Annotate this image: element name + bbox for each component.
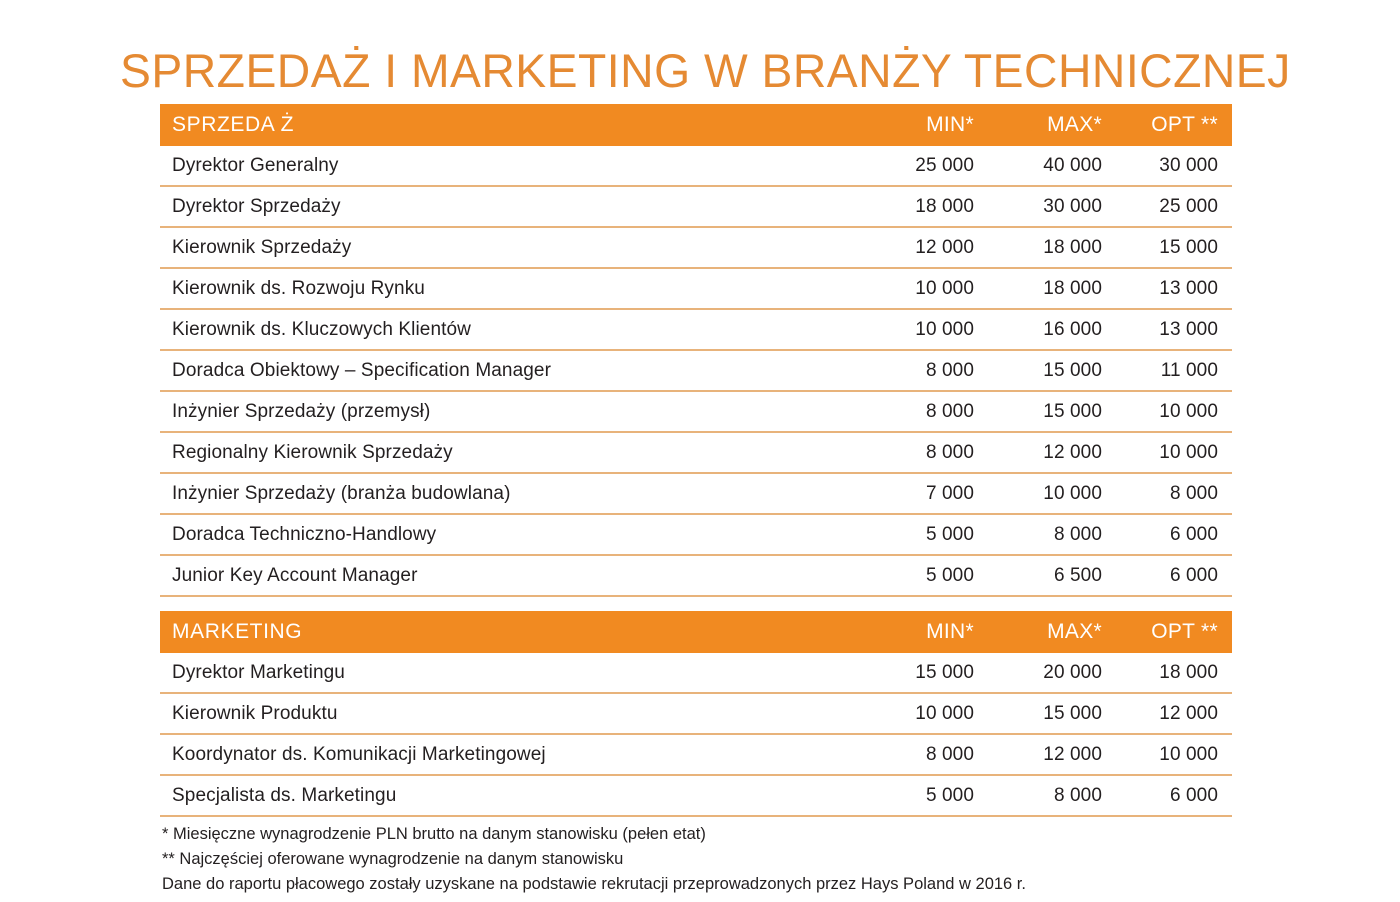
table-row (160, 350, 1232, 391)
marketing-table-head (160, 611, 1232, 653)
opt-value: 10 000 (1116, 432, 1232, 473)
role-label: Doradca Obiektowy – Specification Manager (160, 350, 860, 391)
min-value: 5 000 (860, 775, 988, 816)
role-label: Kierownik Sprzedaży (160, 227, 860, 268)
opt-value: 25 000 (1116, 186, 1232, 227)
role-label: Inżynier Sprzedaży (przemysł) (160, 391, 860, 432)
min-value: 18 000 (860, 186, 988, 227)
opt-value: 18 000 (1116, 653, 1232, 693)
opt-value: 11 000 (1116, 350, 1232, 391)
max-value: 18 000 (988, 227, 1116, 268)
max-value: 12 000 (988, 432, 1116, 473)
sales-category-header: SPRZEDA Ż (172, 113, 295, 136)
role-label: Koordynator ds. Komunikacji Marketingowej (160, 734, 860, 775)
min-value: 12 000 (860, 227, 988, 268)
min-value: 25 000 (860, 146, 988, 186)
max-value: 8 000 (988, 514, 1116, 555)
max-value: 30 000 (988, 186, 1116, 227)
opt-value: 10 000 (1116, 734, 1232, 775)
max-value: 15 000 (988, 693, 1116, 734)
sales-table-head (160, 104, 1232, 146)
min-value: 8 000 (860, 391, 988, 432)
opt-value: 10 000 (1116, 391, 1232, 432)
table-row (160, 227, 1232, 268)
marketing-category-header: MARKETING (172, 620, 303, 643)
min-value: 8 000 (860, 432, 988, 473)
max-value: 15 000 (988, 391, 1116, 432)
table-row (160, 514, 1232, 555)
sales-table-block (160, 104, 1232, 597)
marketing-table-block (160, 611, 1232, 817)
max-value: 16 000 (988, 309, 1116, 350)
opt-value: 6 000 (1116, 514, 1232, 555)
table-row (160, 268, 1232, 309)
table-row (160, 653, 1232, 693)
max-value: 20 000 (988, 653, 1116, 693)
max-value: 40 000 (988, 146, 1116, 186)
min-value: 8 000 (860, 734, 988, 775)
opt-value: 13 000 (1116, 268, 1232, 309)
role-label: Kierownik ds. Rozwoju Rynku (160, 268, 860, 309)
min-value: 5 000 (860, 514, 988, 555)
role-label: Doradca Techniczno-Handlowy (160, 514, 860, 555)
sales-header-row (160, 104, 1232, 146)
sales-opt-header: OPT ** (1151, 113, 1218, 136)
sales-min-header: MIN* (926, 113, 974, 136)
role-label: Specjalista ds. Marketingu (160, 775, 860, 816)
marketing-max-header: MAX* (1047, 620, 1102, 643)
role-label: Dyrektor Generalny (160, 146, 860, 186)
table-row (160, 309, 1232, 350)
footnotes (162, 822, 1262, 897)
opt-value: 15 000 (1116, 227, 1232, 268)
min-value: 10 000 (860, 268, 988, 309)
page-title: SPRZEDAŻ I MARKETING W BRANŻY TECHNICZNEJ (120, 44, 1291, 98)
table-row (160, 473, 1232, 514)
min-value: 10 000 (860, 309, 988, 350)
role-label: Regionalny Kierownik Sprzedaży (160, 432, 860, 473)
table-row (160, 432, 1232, 473)
footnote-opt: ** Najczęściej oferowane wynagrodzenie na danym stanowisku (162, 850, 624, 868)
table-row (160, 775, 1232, 816)
min-value: 8 000 (860, 350, 988, 391)
max-value: 10 000 (988, 473, 1116, 514)
role-label: Dyrektor Marketingu (160, 653, 860, 693)
min-value: 7 000 (860, 473, 988, 514)
sales-max-header: MAX* (1047, 113, 1102, 136)
min-value: 5 000 (860, 555, 988, 596)
opt-value: 13 000 (1116, 309, 1232, 350)
min-value: 10 000 (860, 693, 988, 734)
role-label: Inżynier Sprzedaży (branża budowlana) (160, 473, 860, 514)
footnote-source: Dane do raportu płacowego zostały uzyskane na podstawie rekrutacji przeprowadzonych przez Hays Poland w 2016 r. (162, 875, 1026, 893)
marketing-salary-table (160, 611, 1232, 817)
table-row (160, 391, 1232, 432)
role-label: Kierownik Produktu (160, 693, 860, 734)
marketing-table-body (160, 653, 1232, 816)
min-value: 15 000 (860, 653, 988, 693)
opt-value: 12 000 (1116, 693, 1232, 734)
table-row (160, 734, 1232, 775)
marketing-min-header: MIN* (926, 620, 974, 643)
max-value: 18 000 (988, 268, 1116, 309)
max-value: 8 000 (988, 775, 1116, 816)
table-row (160, 555, 1232, 596)
table-row (160, 186, 1232, 227)
max-value: 6 500 (988, 555, 1116, 596)
opt-value: 30 000 (1116, 146, 1232, 186)
marketing-opt-header: OPT ** (1151, 620, 1218, 643)
role-label: Junior Key Account Manager (160, 555, 860, 596)
max-value: 15 000 (988, 350, 1116, 391)
marketing-header-row (160, 611, 1232, 653)
footnote-min-max: * Miesięczne wynagrodzenie PLN brutto na danym stanowisku (pełen etat) (162, 825, 706, 843)
role-label: Dyrektor Sprzedaży (160, 186, 860, 227)
opt-value: 6 000 (1116, 555, 1232, 596)
sales-salary-table (160, 104, 1232, 597)
sales-table-body (160, 146, 1232, 596)
max-value: 12 000 (988, 734, 1116, 775)
table-row (160, 693, 1232, 734)
table-row (160, 146, 1232, 186)
role-label: Kierownik ds. Kluczowych Klientów (160, 309, 860, 350)
opt-value: 8 000 (1116, 473, 1232, 514)
opt-value: 6 000 (1116, 775, 1232, 816)
